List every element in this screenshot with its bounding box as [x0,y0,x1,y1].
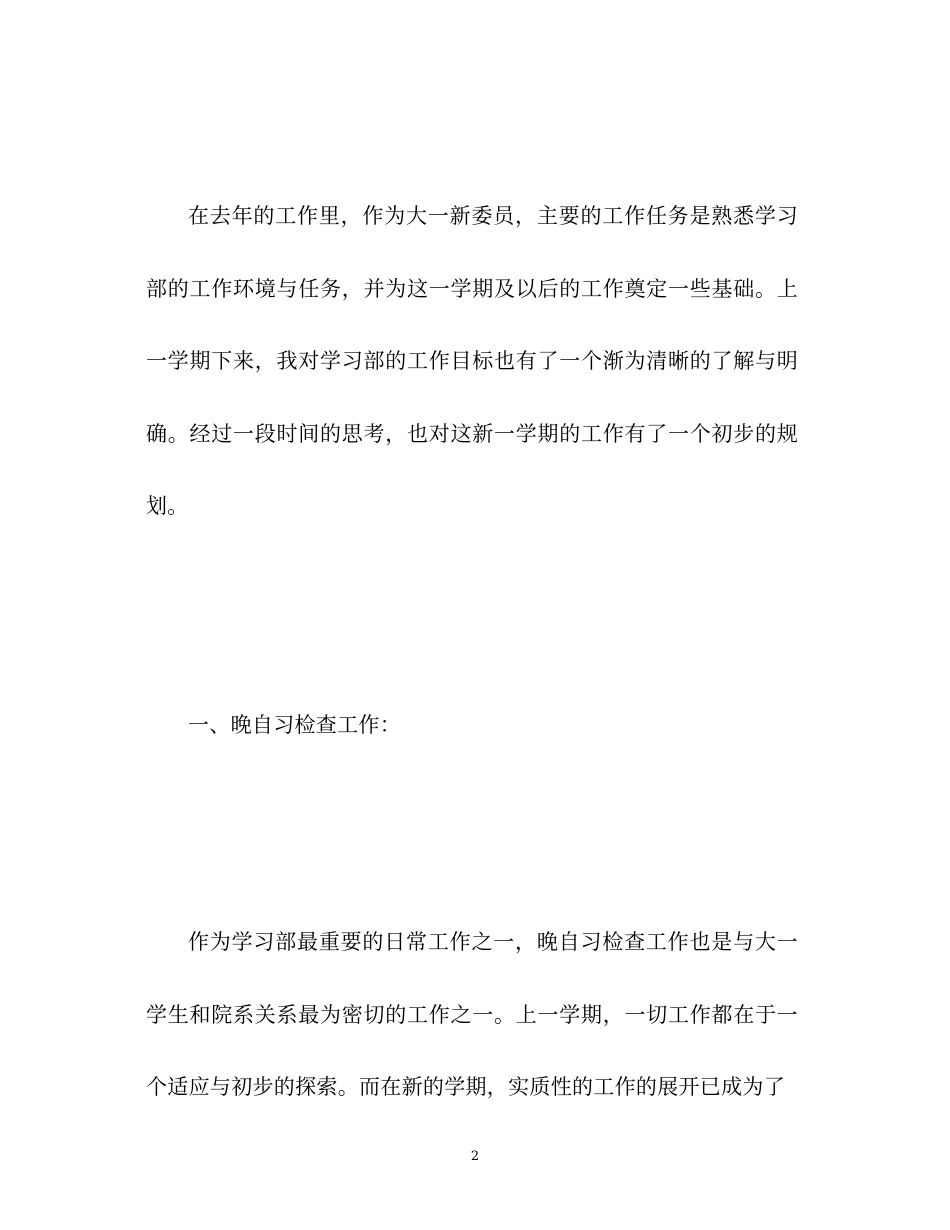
page-number: 2 [470,1149,480,1164]
intro-paragraph: 在去年的工作里，作为大一新委员，主要的工作任务是熟悉学习部的工作环境与任务，并为这一学期及以后的工作奠定一些基础。上一学期下来，我对学习部的工作目标也有了一个渐为清晰的了解与明确。经过一段时间的思考，也对这新一学期的工作有了一个初步的规划。 [146,204,798,518]
body-paragraph: 作为学习部最重要的日常工作之一，晚自习检查工作也是与大一学生和院系关系最为密切的工作之一。上一学期，一切工作都在于一个适应与初步的探索。而在新的学期，实质性的工作的展开已成为了 [146,930,798,1099]
section-heading: 一、晚自习检查工作： [188,713,401,737]
